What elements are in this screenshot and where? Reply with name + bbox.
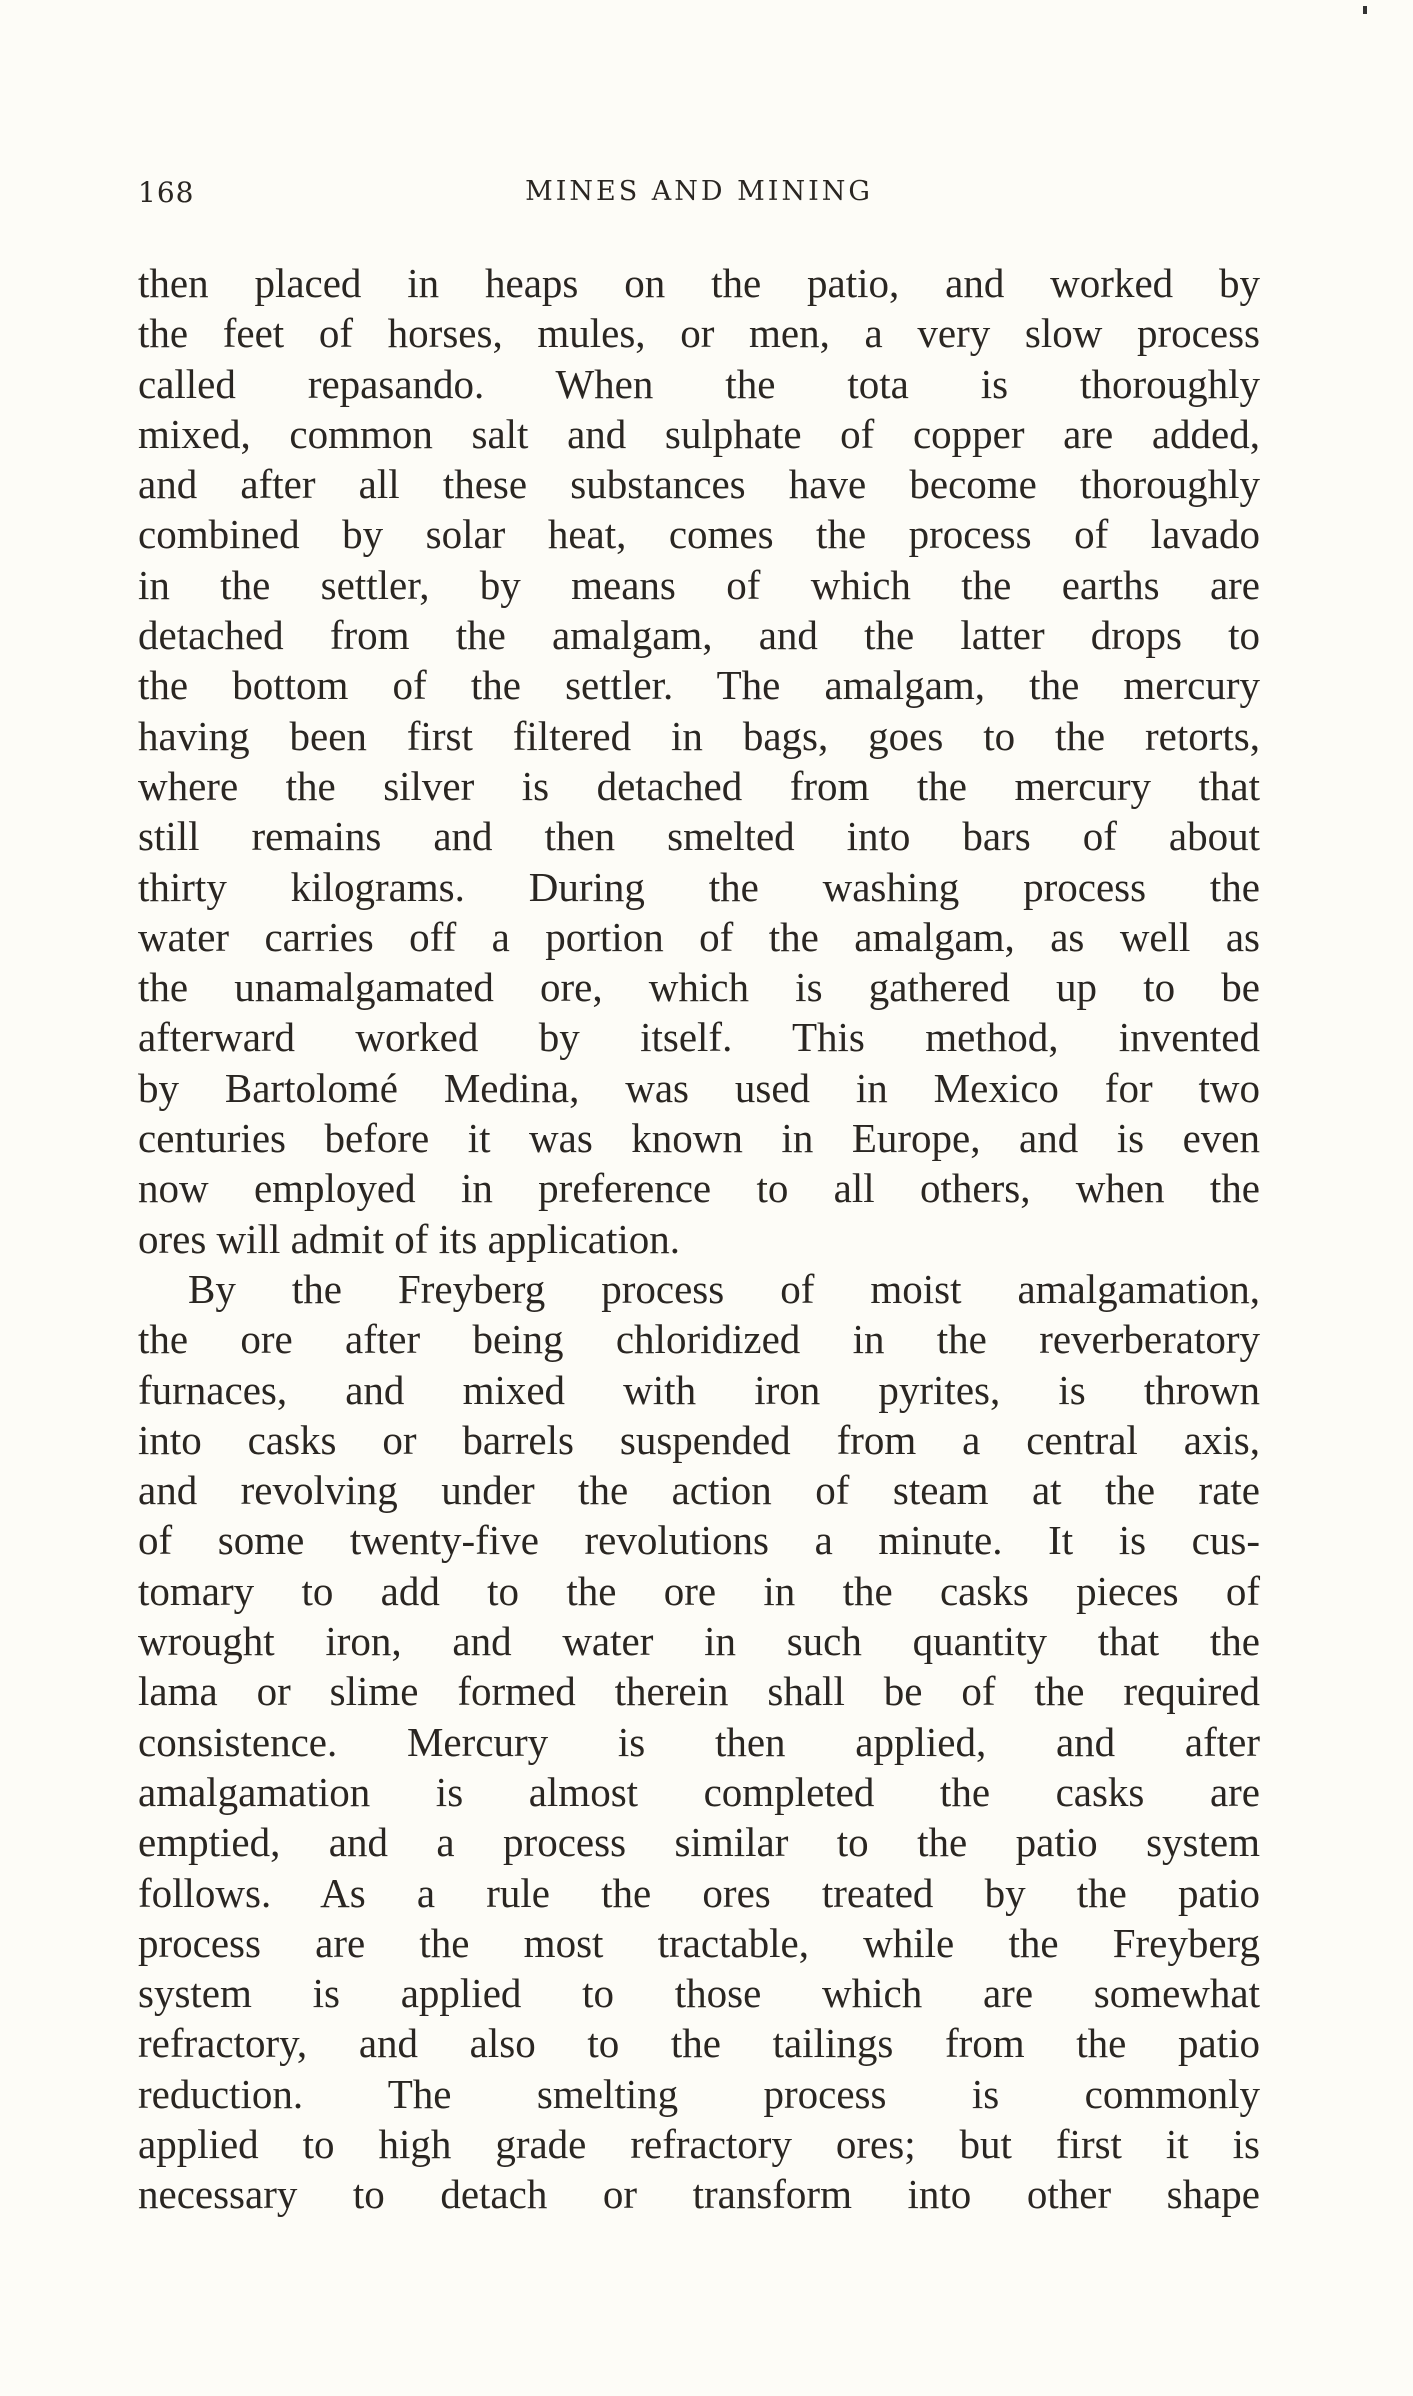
text-line: process are the most tractable, while the Freyberg [138,1919,1260,1966]
text-line: of some twenty-five revolutions a minute. It is cus- [138,1517,1260,1564]
text-line: in the settler, by means of which the earths are [138,561,1260,608]
text-line: into casks or barrels suspended from a central axis, [138,1416,1260,1463]
page-number: 168 [138,176,195,209]
text-line: system is applied to those which are somewhat [138,1970,1260,2017]
text-line: consistence. Mercury is then applied, and after [138,1718,1260,1765]
body-text [138,258,1260,2220]
text-line: and revolving under the action of steam at the rate [138,1467,1260,1514]
text-line: the unamalgamated ore, which is gathered up to be [138,964,1260,1011]
text-line: the feet of horses, mules, or men, a very slow process [138,310,1260,357]
text-line: ores will admit of its application. [138,1215,681,1262]
text-line: amalgamation is almost completed the casks are [138,1768,1260,1815]
text-line: necessary to detach or transform into other shape [138,2171,1260,2218]
text-line: emptied, and a process similar to the patio system [138,1819,1260,1866]
text-line: By the Freyberg process of moist amalgamation, [188,1265,1260,1312]
text-line: the ore after being chloridized in the reverberatory [138,1316,1260,1363]
text-line: and after all these substances have become thoroughly [138,461,1260,508]
text-line: now employed in preference to all others, when the [138,1165,1260,1212]
text-line: detached from the amalgam, and the latter drops to [138,612,1260,659]
text-line: lama or slime formed therein shall be of the required [138,1668,1260,1715]
text-line: follows. As a rule the ores treated by the patio [138,1869,1260,1916]
text-line: refractory, and also to the tailings from the patio [138,2020,1260,2067]
text-line: afterward worked by itself. This method, invented [138,1014,1260,1061]
text-line: water carries off a portion of the amalgam, as well as [138,913,1260,960]
page-header [138,176,1260,216]
running-title: MINES AND MINING [525,176,873,207]
text-line: combined by solar heat, comes the process of lavado [138,511,1260,558]
text-line: furnaces, and mixed with iron pyrites, is thrown [138,1366,1260,1413]
text-line: applied to high grade refractory ores; but first it is [138,2120,1260,2167]
text-line: called repasando. When the tota is thoroughly [138,360,1260,407]
text-line: then placed in heaps on the patio, and worked by [138,260,1260,306]
text-line: by Bartolomé Medina, was used in Mexico for two [138,1064,1260,1111]
text-line: thirty kilograms. During the washing process the [138,863,1260,910]
text-line: having been first filtered in bags, goes to the retorts, [138,712,1260,759]
scan-mark [1363,6,1367,14]
text-line: centuries before it was known in Europe, and is even [138,1115,1260,1162]
text-line: tomary to add to the ore in the casks pieces of [138,1567,1260,1614]
text-line: mixed, common salt and sulphate of copper are added, [138,410,1260,457]
text-line: the bottom of the settler. The amalgam, the mercury [138,662,1260,709]
text-line: wrought iron, and water in such quantity that the [138,1618,1260,1665]
text-line: reduction. The smelting process is commonly [138,2070,1260,2117]
text-line: still remains and then smelted into bars of about [138,813,1260,860]
text-line: where the silver is detached from the mercury that [138,762,1260,809]
